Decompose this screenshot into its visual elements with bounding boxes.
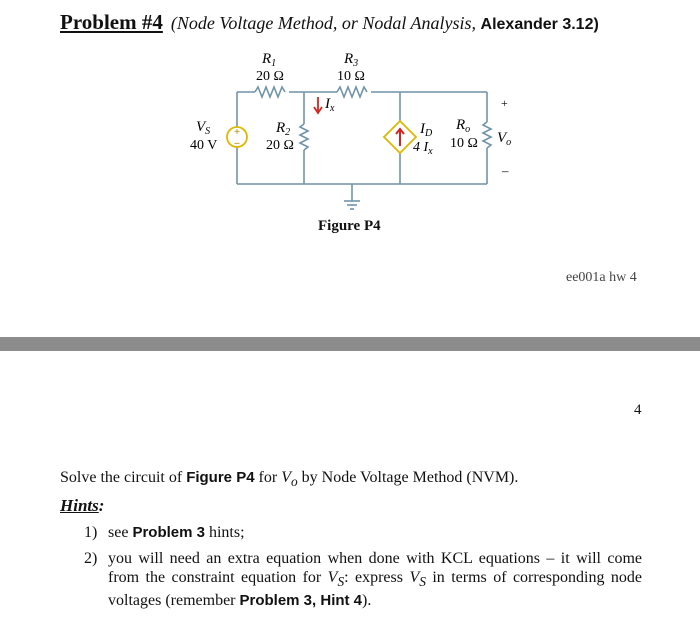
figure-caption: Figure P4 bbox=[318, 218, 381, 234]
instruction-post: by Node Voltage Method (NVM). bbox=[301, 469, 519, 486]
vs-label: $V_S$ bbox=[196, 119, 211, 137]
instruction-var-sub: o bbox=[290, 474, 298, 490]
hint-1-bold: Problem 3 bbox=[132, 524, 205, 541]
ro-value: 10 Ω bbox=[450, 136, 478, 151]
hint-2-bold: Problem 3, Hint 4 bbox=[239, 592, 363, 610]
hint-2-var2-letter: V bbox=[409, 569, 420, 586]
instruction-text bbox=[60, 469, 518, 490]
hint-1-pre: see bbox=[108, 524, 129, 541]
vo-label: $V_o$ bbox=[497, 130, 512, 148]
id-value: 4 $I_x$ bbox=[413, 140, 433, 157]
problem-title bbox=[60, 10, 599, 35]
hint-2-var-letter: V bbox=[327, 569, 338, 586]
hint-2-var-sub: S bbox=[337, 574, 345, 590]
subtitle-reference: Alexander 3.12) bbox=[480, 16, 599, 33]
hint-2-pre: you will need an extra equation when done with KCL equations – it will come from the constraint equation for bbox=[108, 550, 642, 586]
instruction-var bbox=[281, 469, 298, 490]
vo-plus: + bbox=[501, 96, 508, 110]
hints-heading bbox=[60, 496, 104, 516]
problem-number: Problem #4 bbox=[60, 10, 163, 34]
ro-label: $R_o$ bbox=[456, 117, 471, 135]
r1-label: $R_1$ bbox=[262, 51, 277, 69]
hint-2-var2 bbox=[409, 569, 426, 590]
hint-2-post: ). bbox=[362, 592, 372, 610]
instruction-pre: Solve the circuit of bbox=[60, 469, 183, 486]
r1-value: 20 Ω bbox=[256, 69, 284, 84]
id-label: $I_D$ bbox=[420, 121, 433, 139]
r2-label: $R_2$ bbox=[276, 120, 291, 138]
r2-value: 20 Ω bbox=[266, 138, 294, 153]
page-number: 4 bbox=[634, 402, 642, 418]
r3-resistor bbox=[337, 87, 367, 97]
page-divider bbox=[0, 337, 700, 351]
vs-minus-sign: – bbox=[234, 138, 240, 149]
hint-2-text bbox=[108, 549, 642, 610]
r3-label: $R_3$ bbox=[344, 51, 359, 69]
problem-subtitle bbox=[171, 13, 599, 33]
hints-heading-colon: : bbox=[98, 496, 105, 515]
r3-value: 10 Ω bbox=[337, 69, 365, 84]
hints-heading-text: Hints bbox=[60, 496, 99, 515]
r2-resistor bbox=[300, 124, 308, 150]
instruction-figure-ref: Figure P4 bbox=[186, 469, 255, 486]
hint-2-var bbox=[327, 569, 345, 590]
instruction-var-letter: V bbox=[281, 469, 291, 486]
vs-plus-sign: + bbox=[233, 126, 241, 138]
circuit-diagram bbox=[0, 40, 700, 220]
vo-minus: – bbox=[502, 163, 509, 178]
subtitle-text: (Node Voltage Method, or Nodal Analysis, bbox=[170, 13, 477, 33]
vs-value: 40 V bbox=[190, 138, 218, 153]
hint-2-mid2: in terms of corresponding node voltages (remember bbox=[108, 569, 643, 610]
ix-label: $I_x$ bbox=[325, 96, 335, 114]
hint-2-number: 2) bbox=[84, 550, 98, 567]
ix-arrow-icon bbox=[314, 97, 322, 113]
footer-note: ee001a hw 4 bbox=[566, 270, 637, 285]
r1-resistor bbox=[255, 87, 285, 97]
hint-1-number: 1) bbox=[84, 524, 98, 541]
ro-resistor bbox=[483, 122, 491, 148]
hint-1-post: hints; bbox=[208, 524, 245, 541]
hint-2-var2-sub: S bbox=[419, 574, 426, 590]
hint-2-mid: : express bbox=[344, 569, 403, 586]
instruction-mid: for bbox=[258, 469, 278, 486]
